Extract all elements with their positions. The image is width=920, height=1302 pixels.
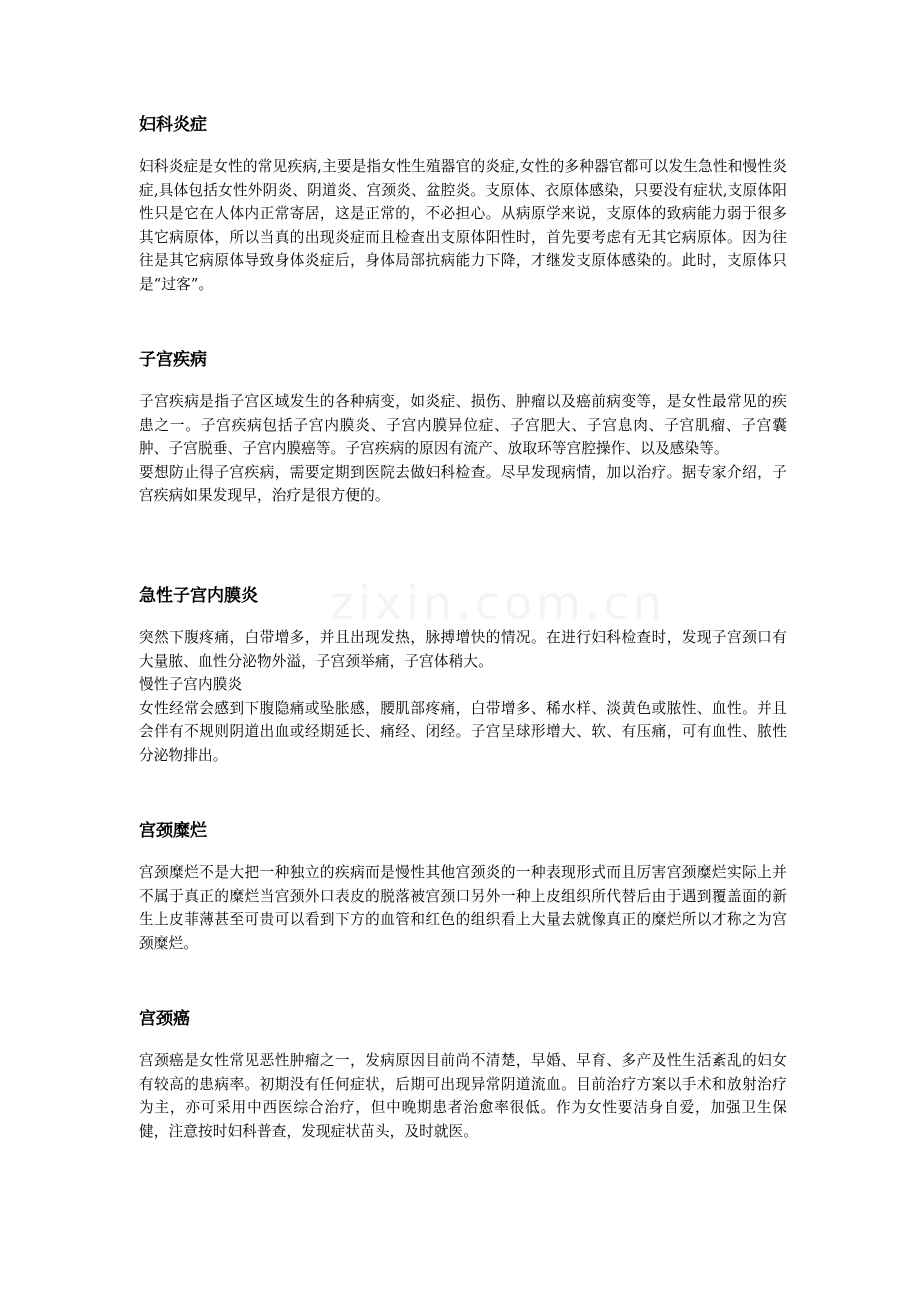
paragraph: 子宫疾病是指子宫区域发生的各种病变，如炎症、损伤、肿瘤以及癌前病变等，是女性最常见的疾患之一。子宫疾病包括子宫内膜炎、子宫内膜异位症、子宫肥大、子宫息肉、子宫肌瘤、子宫囊肿、子宫脱垂、子宫内膜癌等。子宫疾病的原因有流产、放取环等宫腔操作、以及感染等。 [139, 393, 787, 457]
section-gynecologic-inflammation [139, 113, 787, 293]
section-cervical-erosion [139, 819, 787, 952]
watermark-text: zixin.com.cn [330, 576, 667, 630]
section-body [139, 861, 787, 955]
section-heading: 妇科炎症 [139, 115, 207, 135]
section-body [139, 390, 787, 508]
section-heading: 子宫疾病 [139, 350, 207, 370]
section-body [139, 1049, 787, 1143]
paragraph: 女性经常会感到下腹隐痛或坠胀感，腰肌部疼痛，白带增多、稀水样、淡黄色或脓性、血性。并且会伴有不规则阴道出血或经期延长、痛经、闭经。子宫呈球形增大、软、有压痛，可有血性、脓性分泌物排出。 [139, 699, 787, 764]
paragraph: 宫颈糜烂不是大把一种独立的疾病而是慢性其他宫颈炎的一种表现形式而且厉害宫颈糜烂实际上并不属于真正的糜烂当宫颈外口表皮的脱落被宫颈口另外一种上皮组织所代替后由于遇到覆盖面的新生上皮菲薄甚至可贵可以看到下方的血管和红色的组织看上大量去就像真正的糜烂所以才称之为宫颈糜烂。 [139, 864, 787, 952]
section-heading: 急性子宫内膜炎 [139, 586, 258, 606]
subheading-chronic-endometritis: 慢性子宫内膜炎 [139, 676, 243, 693]
section-uterine-disease [139, 348, 787, 504]
section-heading: 宫颈糜烂 [139, 821, 207, 841]
section-body [139, 155, 787, 296]
section-cervical-cancer [139, 1007, 787, 1140]
paragraph: 突然下腹疼痛，白带增多，并且出现发热，脉搏增快的情况。在进行妇科检查时，发现子宫颈口有大量脓、血性分泌物外溢，子宫颈举痛，子宫体稍大。 [139, 629, 787, 670]
paragraph: 妇科炎症是女性的常见疾病,主要是指女性生殖器官的炎症,女性的多种器官都可以发生急性和慢性炎症,具体包括女性外阴炎、阴道炎、宫颈炎、盆腔炎。支原体、衣原体感染，只要没有症状,支原体阳性只是它在人体内正常寄居，这是正常的，不必担心。从病原学来说，支原体的致病能力弱于很多其它病原体，所以当真的出现炎症而且检查出支原体阳性时，首先要考虑有无其它病原体。因为往往是其它病原体导致身体炎症后，身体局部抗病能力下降，才继发支原体感染的。此时，支原体只是“过客”。 [139, 158, 787, 293]
paragraph: 宫颈癌是女性常见恶性肿瘤之一，发病原因目前尚不清楚，早婚、早育、多产及性生活紊乱的妇女有较高的患病率。初期没有任何症状，后期可出现异常阴道流血。目前治疗方案以手术和放射治疗为主，亦可采用中西医综合治疗，但中晚期患者治愈率很低。作为女性要洁身自爱，加强卫生保健，注意按时妇科普查，发现症状苗头，及时就医。 [139, 1052, 787, 1140]
paragraph: 要想防止得子宫疾病，需要定期到医院去做妇科检查。尽早发现病情，加以治疗。据专家介绍，子宫疾病如果发现早，治疗是很方便的。 [139, 463, 787, 504]
section-body [139, 626, 787, 767]
section-heading: 宫颈癌 [139, 1009, 190, 1029]
